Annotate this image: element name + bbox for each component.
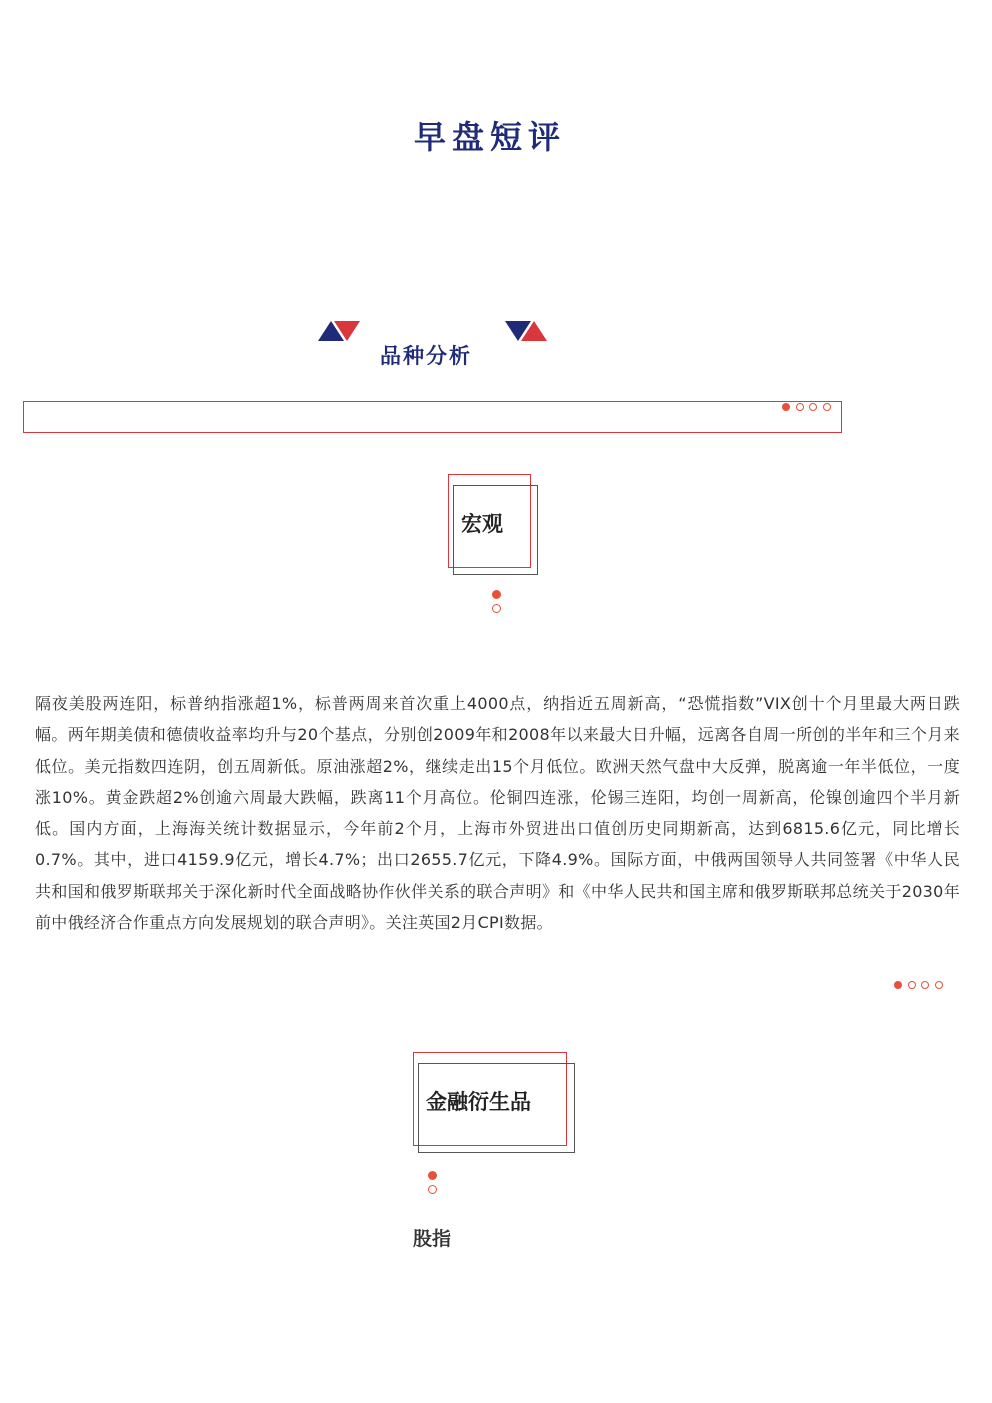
section-banner [23, 401, 842, 433]
macro-paragraph: 隔夜美股两连阳，标普纳指涨超1%，标普两周来首次重上4000点，纳指近五周新高，“恐慌指数”VIX创十个月里最大两日跌幅。两年期美债和德债收益率均升与20个基点，分别创2009年和2008年以来最大日升幅，远离各自周一所创的半年和三个月来低位。美元指数四连阴，创五周新低。原油涨超2%，继续走出15个月低位。欧洲天然气盘中大反弹，脱离逾一年半低位，一度涨10%。黄金跌超2%创逾六周最大跌幅，跌离11个月高位。伦铜四连涨，伦锡三连阳，均创一周新高，伦镍创逾四个半月新低。国内方面，上海海关统计数据显示，今年前2个月，上海市外贸进出口值创历史同期新高，达到6815.6亿元，同比增长0.7%。其中，进口4159.9亿元，增长4.7%；出口2655.7亿元，下降4.9%。国际方面，中俄两国领导人共同签署《中华人民共和国和俄罗斯联邦关于深化新时代全面战略协作伙伴关系的联合声明》和《中华人民共和国主席和俄罗斯联邦总统关于2030年前中俄经济合作重点方向发展规划的联合声明》。关注英国2月CPI数据。 [35, 694, 960, 933]
page-title: 早盘短评 [413, 118, 566, 156]
sub-heading-stock-index: 股指 [413, 1228, 452, 1250]
section-heading: 品种分析 [380, 344, 472, 368]
macro-label: 宏观 [461, 512, 503, 536]
derivatives-label: 金融衍生品 [426, 1090, 531, 1114]
